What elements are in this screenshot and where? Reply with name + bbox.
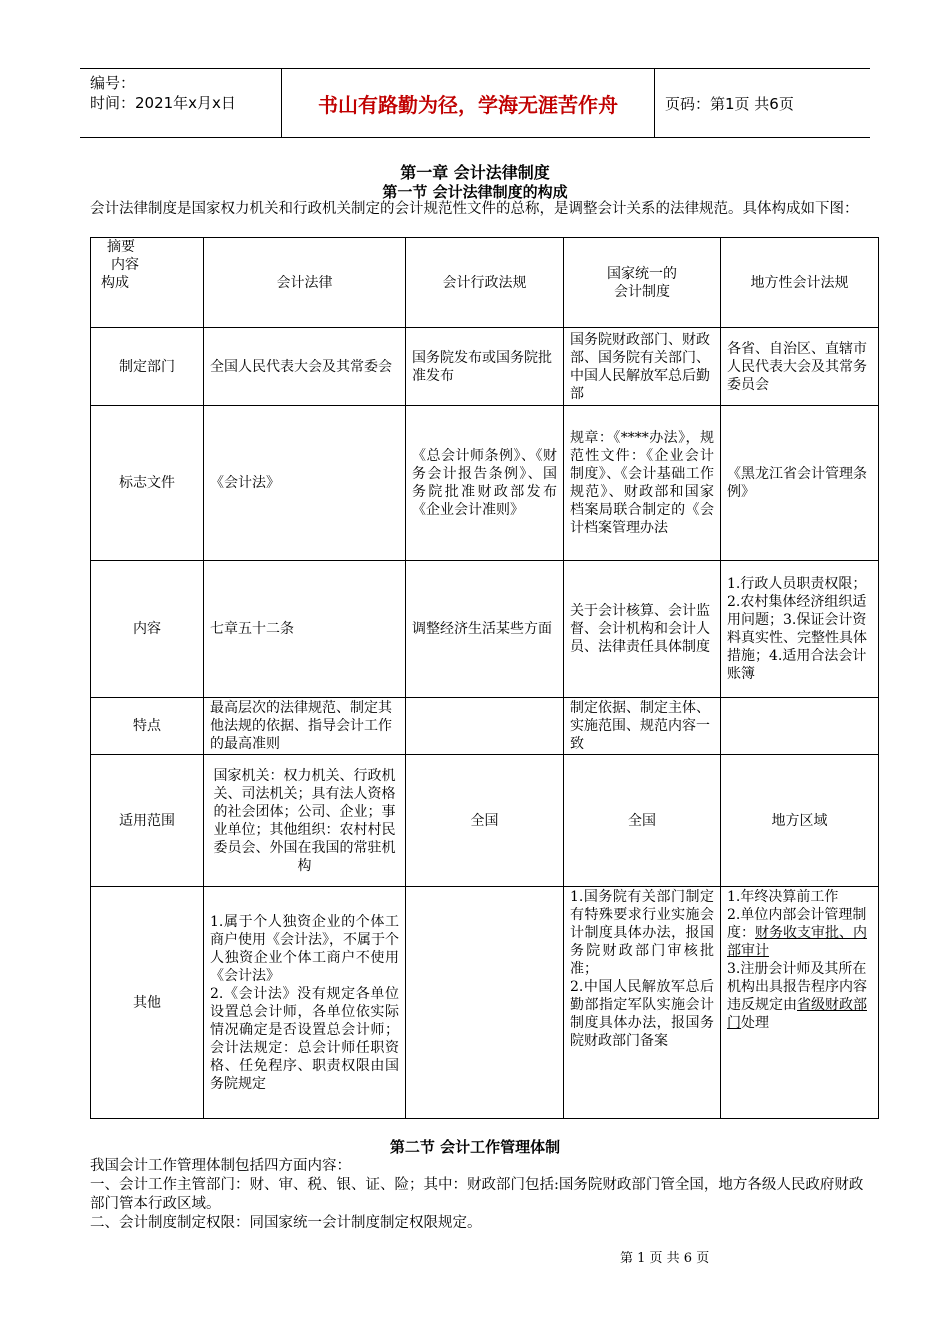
- table-cell: 国务院发布或国务院批准发布: [406, 328, 564, 406]
- table-cell: [721, 698, 879, 755]
- header-unified-system: 国家统一的会计制度: [564, 238, 721, 328]
- table-cell: [564, 887, 721, 1119]
- section2-body: [90, 1157, 870, 1233]
- other-local-note-1: 1.年终决算前工作: [727, 889, 839, 905]
- table-row: [91, 561, 879, 698]
- corner-cell: [91, 238, 204, 328]
- other-law-note-2: 2.《会计法》没有规定各单位设置总会计师，各单位依实际情况确定是否设置总会计师；会计法规定：总会计师任职资格、任免程序、职责权限由国务院规定: [210, 985, 399, 1092]
- table-cell: 关于会计核算、会计监督、会计机构和会计人员、法律责任具体制度: [564, 561, 721, 698]
- table-cell: [721, 887, 879, 1119]
- header-accounting-law: 会计法律: [204, 238, 406, 328]
- other-local-note-3-tail: 处理: [741, 1015, 769, 1031]
- intro-paragraph: 会计法律制度是国家权力机关和行政机关制定的会计规范性文件的总称，是调整会计关系的法律规范。具体构成如下图：: [90, 201, 859, 217]
- time-label: 时间：2021年x月x日: [90, 94, 236, 112]
- chapter-title: 第一章 会计法律制度: [400, 163, 550, 182]
- other-law-note-1: 1.属于个人独资企业的个体工商户使用《会计法》，不属于个人独资企业个体工商户不使用《会计法》: [210, 913, 399, 984]
- table-cell: 各省、自治区、直辖市人民代表大会及其常务委员会: [721, 328, 879, 406]
- table-cell: 《总会计师条例》、《财务会计报告条例》、国务院批准财政部发布《企业会计准则》: [406, 406, 564, 561]
- table-cell: 规章：《****办法》，规范性文件：《企业会计制度》、《会计基础工作规范》、财政部和国家档案局联合制定的《会计档案管理办法: [564, 406, 721, 561]
- table-cell: 全国: [406, 755, 564, 887]
- table-row: [91, 755, 879, 887]
- table-row: [91, 698, 879, 755]
- page-footer: 第 1 页 共 6 页: [620, 1251, 710, 1266]
- table-cell: 地方区域: [721, 755, 879, 887]
- legal-system-table: [90, 237, 879, 1119]
- row-label: 内容: [91, 561, 204, 698]
- other-local-note-2-text: 2.单位内部会计管理制度：: [727, 907, 867, 941]
- header-motto: 书山有路勤为径，学海无涯苦作舟: [282, 69, 655, 137]
- section2-line: 我国会计工作管理体制包括四方面内容：: [90, 1158, 351, 1174]
- section2-title: 第二节 会计工作管理体制: [389, 1138, 561, 1156]
- table-cell: 1.行政人员职责权限；2.农村集体经济组织适用问题；3.保证会计资料真实性、完整性具体措施；4.适用合法会计账簿: [721, 561, 879, 698]
- table-row: [91, 887, 879, 1119]
- table-cell: 最高层次的法律规范、制定其他法规的依据、指导会计工作的最高准则: [204, 698, 406, 755]
- table-cell: 《会计法》: [204, 406, 406, 561]
- row-label: 特点: [91, 698, 204, 755]
- table-cell: 《黑龙江省会计管理条例》: [721, 406, 879, 561]
- table-cell: 制定依据、制定主体、实施范围、规范内容一致: [564, 698, 721, 755]
- table-cell: 全国人民代表大会及其常委会: [204, 328, 406, 406]
- table-cell: 国务院财政部门、财政部、国务院有关部门、中国人民解放军总后勤部: [564, 328, 721, 406]
- other-local-note-3-text: 3.注册会计师及其所在机构出具报告程序内容违反规定由: [727, 961, 867, 1013]
- header-admin-regulation: 会计行政法规: [406, 238, 564, 328]
- table-cell: [406, 887, 564, 1119]
- header-page-label: 页码：第1页 共6页: [665, 94, 794, 113]
- section1-title: 第一节 会计法律制度的构成: [382, 183, 568, 201]
- page-header: [80, 68, 870, 138]
- corner-composition: 构成: [101, 275, 129, 291]
- number-label: 编号：: [90, 74, 136, 92]
- other-local-note-2: [727, 906, 872, 960]
- table-cell: 七章五十二条: [204, 561, 406, 698]
- section2-line: 一、会计工作主管部门：财、审、税、银、证、险；其中：财政部门包括:国务院财政部门管全国，地方各级人民政府财政部门管本行政区域。: [90, 1177, 864, 1212]
- other-local-note-3-underlined: 省级财政部门: [727, 997, 867, 1031]
- section2-line: 二、会计制度制定权限：同国家统一会计制度制定权限规定。: [90, 1215, 482, 1231]
- table-cell: 全国: [564, 755, 721, 887]
- table-cell: 国家机关：权力机关、行政机关、司法机关；具有法人资格的社会团体；公司、企业；事业单位；其他组织：农村村民委员会、外国在我国的常驻机构: [204, 755, 406, 887]
- row-label: 制定部门: [91, 328, 204, 406]
- other-local-note-3: [727, 960, 872, 1032]
- corner-summary: 摘要: [107, 239, 135, 255]
- other-unified-note-1: 1.国务院有关部门制定有特殊要求行业实施会计制度具体办法，报国务院财政部门审核批准；: [570, 889, 714, 977]
- header-local-regulation: 地方性会计法规: [721, 238, 879, 328]
- table-cell: [406, 698, 564, 755]
- table-cell: [204, 887, 406, 1119]
- table-row: [91, 406, 879, 561]
- table-header-row: [91, 238, 879, 328]
- header-meta: [80, 69, 282, 137]
- row-label: 标志文件: [91, 406, 204, 561]
- corner-content: 内容: [111, 257, 139, 273]
- table-cell: 调整经济生活某些方面: [406, 561, 564, 698]
- other-local-note-2-underlined: 财务收支审批、内部审计: [727, 925, 867, 959]
- row-label: 其他: [91, 887, 204, 1119]
- table-row: [91, 328, 879, 406]
- row-label: 适用范围: [91, 755, 204, 887]
- other-unified-note-2: 2.中国人民解放军总后勤部指定军队实施会计制度具体办法，报国务院财政部门备案: [570, 979, 714, 1049]
